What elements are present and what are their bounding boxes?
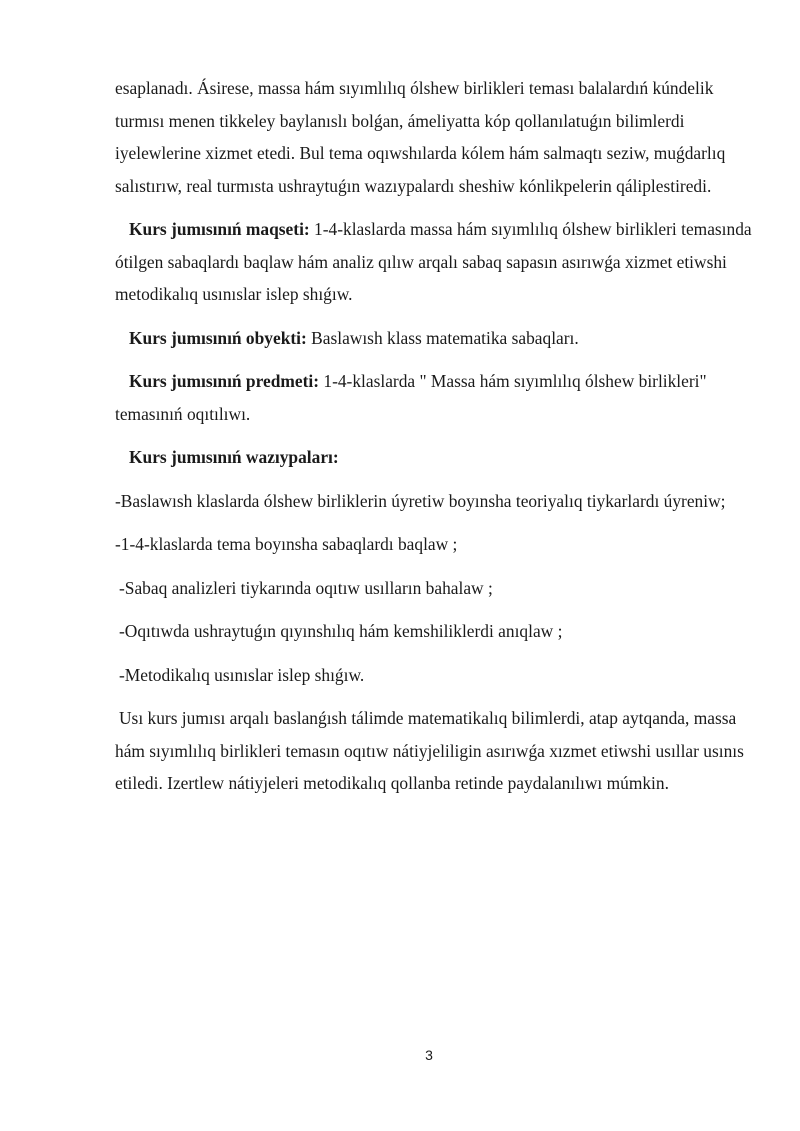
task-item: -1-4-klaslarda tema boyınsha sabaqlardı baqlaw ; <box>115 534 458 554</box>
object-text: Baslawısh klass matematika sabaqları. <box>306 327 579 348</box>
page-number: 3 <box>425 1047 433 1063</box>
goal-label: Kurs jumısınıń maqseti: <box>129 219 310 239</box>
object-paragraph <box>115 322 755 355</box>
goal-paragraph <box>115 213 755 311</box>
subject-paragraph <box>115 365 755 430</box>
task-item: -Sabaq analizleri tiykarında oqıtıw usılların bahalaw ; <box>119 577 493 598</box>
task-item: -Metodikalıq usınıslar islep shıǵıw. <box>119 664 365 685</box>
subject-text: 1-4-klaslarda " Massa hám sıyımlılıq ólshew birlikleri" temasınıń oqıtılıwı. <box>115 371 707 424</box>
intro-paragraph: esaplanadı. Ásirese, massa hám sıyımlılıq ólshew birlikleri teması balalardıń kúndelik turmısı menen tikkeley baylanıslı bolǵan, ámeliyatta kóp qollanılatuǵın bilimlerdi iyelewlerine xizmet etedi. Bul tema oqıwshılarda kólem hám salmaqtı seziw, muǵdarlıq salıstırıw, real turmısta ushraytuǵın wazıypalardı sheshiw kónlikpelerin qáliplestiredi. <box>115 78 726 196</box>
task-item: -Oqıtıwda ushraytuǵın qıyınshılıq hám kemshiliklerdi anıqlaw ; <box>119 621 563 641</box>
tasks-label: Kurs jumısınıń wazıypaları: <box>129 447 339 467</box>
subject-label: Kurs jumısınıń predmeti: <box>129 371 320 391</box>
task-item: -Baslawısh klaslarda ólshew birliklerin úyretiw boyınsha teoriyalıq tiykarlardı úyreniw; <box>115 490 726 511</box>
page-content <box>115 72 755 800</box>
conclusion-paragraph: Usı kurs jumısı arqalı baslanǵısh tálimde matematikalıq bilimlerdi, atap aytqanda, massa hám sıyımlılıq birlikleri temasın oqıtıw nátiyjeliligin asırıwǵa xızmet etiwshi usıllar usınıs etiledi. Izertlew nátiyjeleri metodikalıq qollanba retinde paydalanılıwı múmkin. <box>115 708 744 793</box>
tasks-heading <box>115 441 755 474</box>
goal-text: 1-4-klaslarda massa hám sıyımlılıq ólshew birlikleri temasında ótilgen sabaqlardı baqlaw hám analiz qılıw arqalı sabaq sapasın asırıwǵa xizmet etiwshi metodikalıq usınıslar islep shıǵıw. <box>115 219 752 304</box>
object-label: Kurs jumısınıń obyekti: <box>129 327 307 348</box>
